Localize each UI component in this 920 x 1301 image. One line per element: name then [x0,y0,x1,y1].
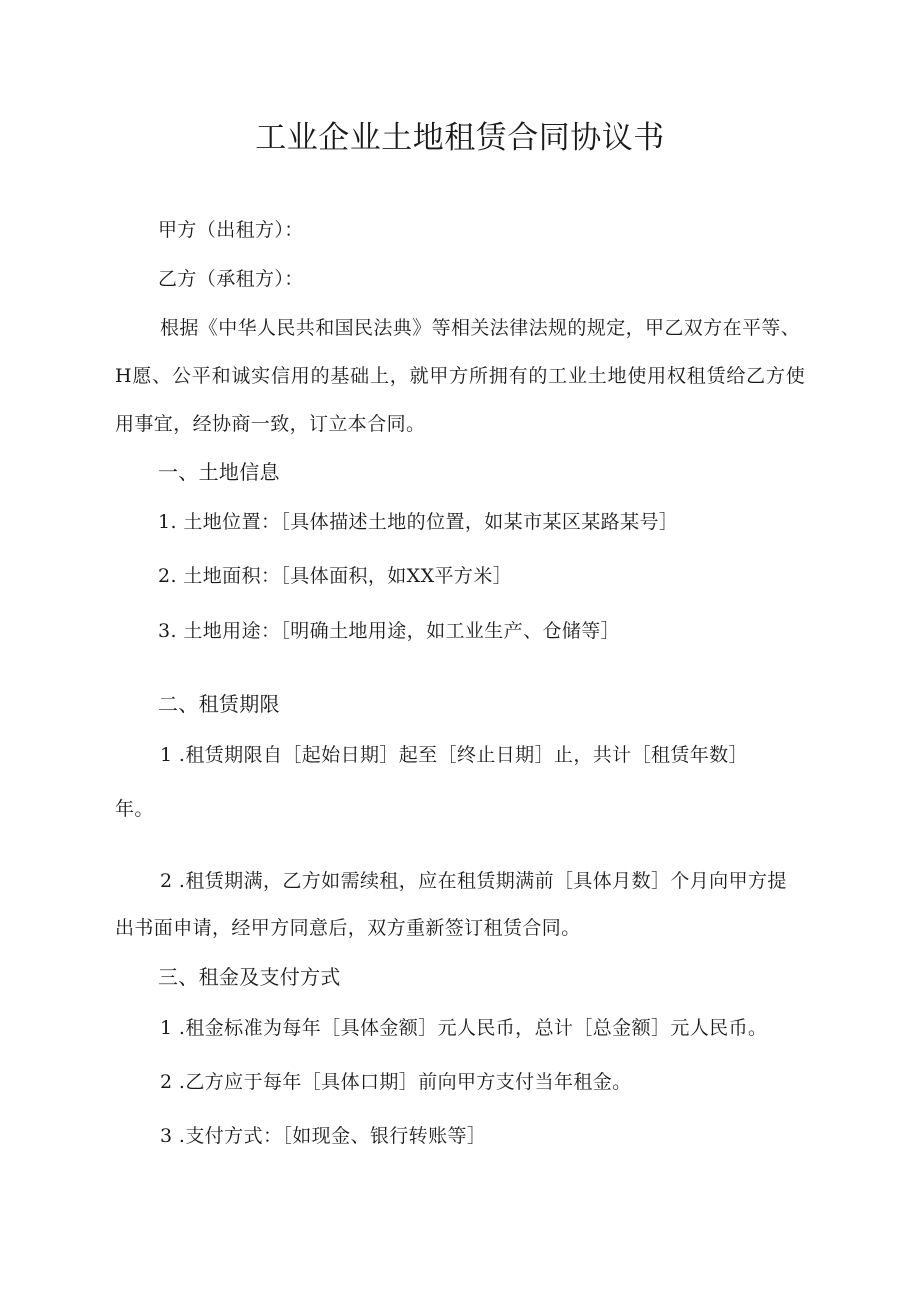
section-3-item-2: 2 .乙方应于每年［具体口期］前向甲方支付当年租金。 [160,1071,632,1093]
section-3-item-1: 1 .租金标准为每年［具体金额］元人民币，总计［总金额］元人民币。 [160,1017,768,1039]
intro-line-2: H愿、公平和诚实信用的基础上，就甲方所拥有的工业土地使用权租赁给乙方使 [115,365,806,387]
section-3-heading: 三、租金及支付方式 [158,965,341,989]
section-2-item-2-line-2: 出书面申请，经甲方同意后，双方重新签订租赁合同。 [115,917,581,939]
section-1-heading: 一、土地信息 [158,460,280,484]
party-b-line: 乙方（承租方）： [158,268,304,290]
section-2-heading: 二、租赁期限 [158,692,280,716]
section-1-item-2: 2. 土地面积：［具体面积，如XX平方米］ [158,565,513,587]
section-1-item-3: 3. 土地用途：［明确土地用途，如工业生产、仓储等］ [158,620,621,642]
section-2-item-1-line-2: 年。 [115,798,154,820]
section-2-item-1-line-1: 1 .租赁期限自［起始日期］起至［终止日期］止，共计［租赁年数］ [160,744,748,766]
party-a-line: 甲方（出租方）： [158,219,304,241]
document-title: 工业企业土地租赁合同协议书 [255,120,665,156]
intro-line-3: 用事宜，经协商一致，订立本合同。 [115,413,426,435]
section-1-item-1: 1. 土地位置：［具体描述土地的位置，如某市某区某路某号］ [158,511,679,533]
intro-line-1: 根据《中华人民共和国民法典》等相关法律法规的规定，甲乙双方在平等、 [160,317,801,339]
section-3-item-3: 3 .支付方式：［如现金、银行转账等］ [160,1125,487,1147]
section-2-item-2-line-1: 2 .租赁期满，乙方如需续租，应在租赁期满前［具体月数］个月向甲方提 [160,870,787,892]
